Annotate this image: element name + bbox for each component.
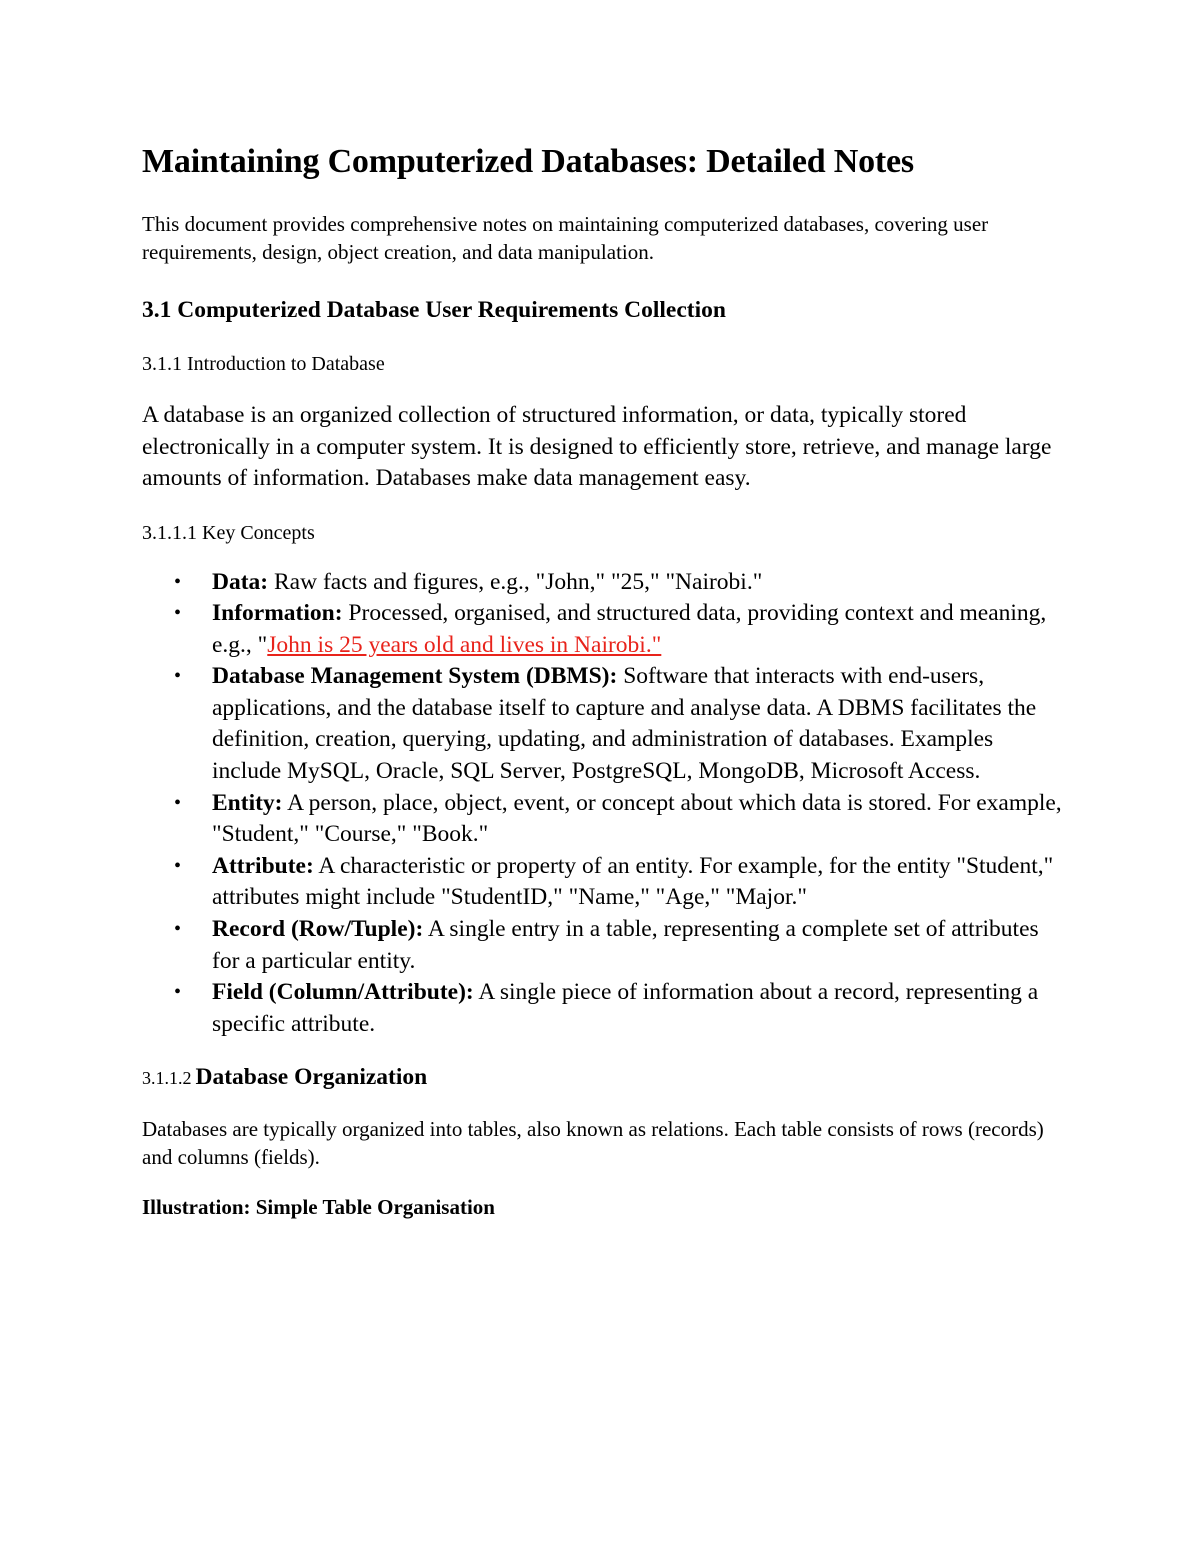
term-description: A single piece of information about a record, representing a specific attribute. [212, 979, 1039, 1037]
term-label: Field (Column/Attribute): [212, 979, 474, 1006]
term-label: Record (Row/Tuple): [212, 916, 424, 943]
highlighted-example-link[interactable]: John is 25 years old and lives in Nairobi." [267, 631, 662, 658]
heading-number: 3.1.1.2 [142, 1068, 192, 1089]
list-item-record [142, 914, 1062, 977]
term-description: A characteristic or property of an entity. For example, for the entity "Student," attributes might include "StudentID," "Name," "Age," "Major." [212, 852, 1054, 911]
list-item-information [142, 598, 1062, 661]
subsubsection-heading-key-concepts: 3.1.1.1 Key Concepts [142, 521, 315, 544]
term-description: A person, place, object, event, or concept about which data is stored. For example, "Student," "Course," "Book." [212, 789, 1062, 848]
term-label: Attribute: [212, 852, 314, 879]
key-concepts-list [142, 567, 1062, 1041]
list-item-attribute [142, 851, 1062, 914]
bullet-icon: • [174, 854, 182, 877]
term-label: Data: [212, 568, 269, 595]
bullet-icon: • [174, 665, 182, 688]
bullet-icon: • [174, 791, 182, 814]
illustration-caption: Illustration: Simple Table Organisation [142, 1195, 495, 1220]
term-description: Processed, organised, and structured data, providing context and meaning, e.g., " [212, 600, 1047, 658]
heading-label: Database Organization [195, 1064, 428, 1091]
list-item-entity [142, 788, 1062, 851]
bullet-icon: • [174, 981, 182, 1004]
bullet-icon: • [174, 570, 182, 593]
term-label: Database Management System (DBMS): [212, 663, 618, 690]
term-label: Entity: [212, 789, 283, 816]
bullet-icon: • [174, 918, 182, 941]
term-description: Software that interacts with end-users, applications, and the database itself to capture and analyse data. A DBMS facilitates the definition, creation, querying, updating, and administration of databases. Examples include MySQL, Oracle, SQL Server, PostgreSQL, MongoDB, Microsoft Access. [212, 663, 1037, 785]
list-item-field [142, 977, 1062, 1040]
document-page [142, 140, 1062, 1221]
document-intro: This document provides comprehensive notes on maintaining computerized databases, covering user requirements, design, object creation, and data manipulation. [142, 212, 989, 264]
term-description: Raw facts and figures, e.g., "John," "25," "Nairobi." [268, 568, 763, 595]
term-label: Information: [212, 600, 343, 627]
bullet-icon: • [174, 602, 182, 625]
section-heading-3-1: 3.1 Computerized Database User Requirements Collection [142, 297, 726, 323]
subsubsection-heading-database-organization [142, 1062, 1062, 1095]
term-description: A single entry in a table, representing a complete set of attributes for a particular entity. [212, 916, 1039, 974]
database-definition-paragraph: A database is an organized collection of structured information, or data, typically stored electronically in a computer system. It is designed to efficiently store, retrieve, and manage large amounts of information. Databases make data management easy. [142, 402, 1052, 491]
document-title: Maintaining Computerized Databases: Detailed Notes [142, 143, 914, 180]
subsection-heading-3-1-1: 3.1.1 Introduction to Database [142, 353, 385, 375]
list-item-data [142, 567, 1062, 599]
list-item-dbms [142, 661, 1062, 787]
database-organization-paragraph: Databases are typically organized into tables, also known as relations. Each table consists of rows (records) and columns (fields). [142, 1117, 1044, 1170]
